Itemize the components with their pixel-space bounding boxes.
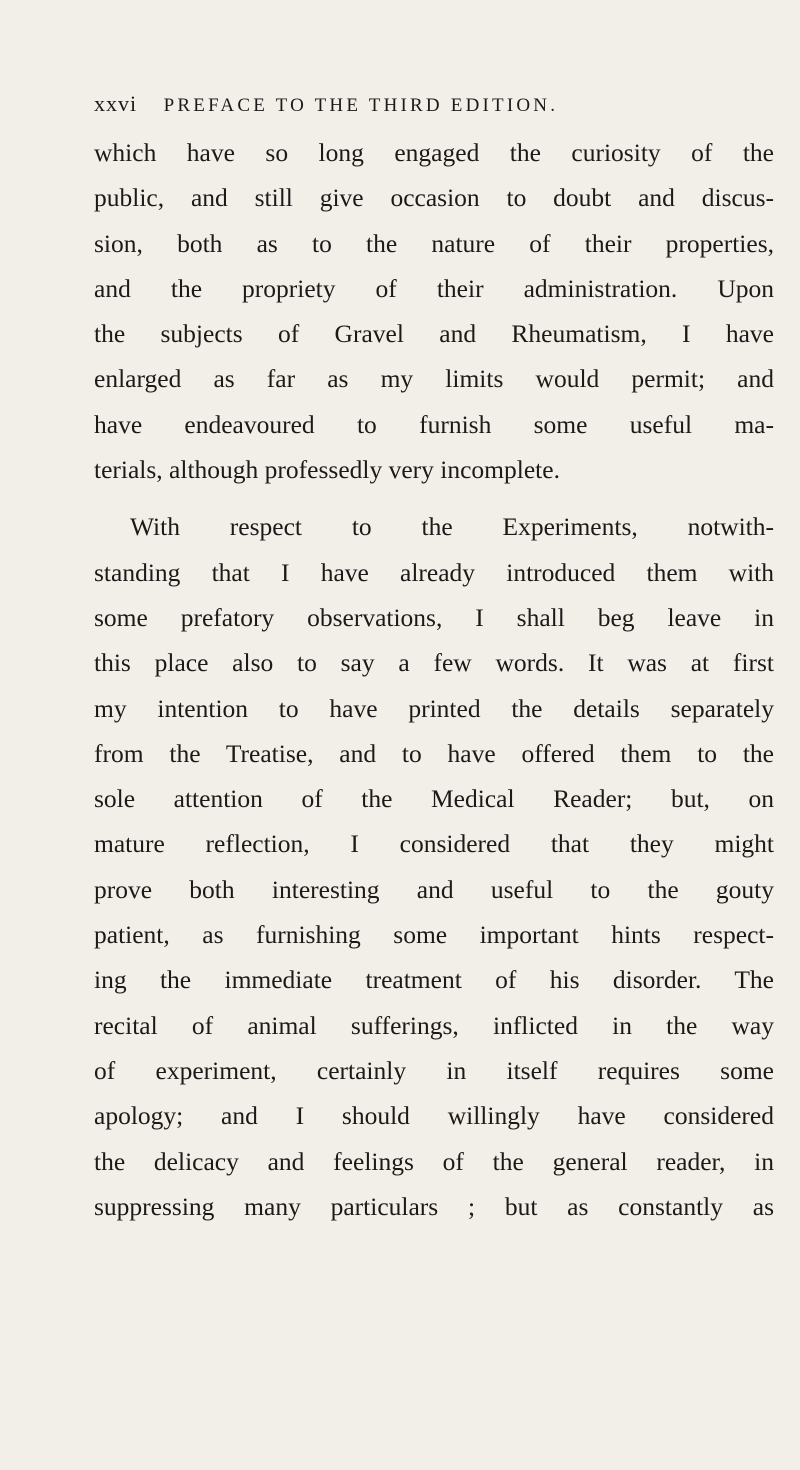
text-line: sion, both as to the nature of their properties, [94,228,774,258]
text-line: this place also to say a few words. It was at first [94,648,774,678]
text-line: sole attention of the Medical Reader; but, on [94,784,774,814]
text-line: suppressing many particulars ; but as constantly as [94,1191,774,1221]
text-line: have endeavoured to furnish some useful ma- [94,409,774,439]
text-line: some prefatory observations, I shall beg leave in [94,602,774,632]
text-line: mature reflection, I considered that they might [94,829,774,859]
text-line: ing the immediate treatment of his disorder. The [94,965,774,995]
running-head [94,88,754,120]
text-line: enlarged as far as my limits would permit; and [94,364,774,394]
text-line: With respect to the Experiments, notwith- [130,512,774,542]
text-line: my intention to have printed the details separately [94,693,774,723]
text-line: the subjects of Gravel and Rheumatism, I have [94,319,774,349]
text-line: prove both interesting and useful to the gouty [94,874,774,904]
text-line: terials, although professedly very incomplete. [94,455,560,485]
text-line: and the propriety of their administration. Upon [94,273,774,303]
text-line: from the Treatise, and to have offered them to the [94,738,774,768]
text-line: patient, as furnishing some important hints respect- [94,920,774,950]
paragraph-2 [94,504,774,1229]
text-line: apology; and I should willingly have considered [94,1101,774,1131]
paragraph-gap [94,492,774,504]
text-line: recital of animal sufferings, inflicted in the way [94,1010,774,1040]
body-text [94,130,774,1229]
page-number: xxvi [94,91,138,116]
text-line: the delicacy and feelings of the general reader, in [94,1146,774,1176]
text-line: which have so long engaged the curiosity of the [94,138,774,167]
paragraph-1 [94,130,774,492]
text-line: standing that I have already introduced them with [94,557,774,587]
running-head-title: PREFACE TO THE THIRD EDITION. [163,95,559,116]
text-line: of experiment, certainly in itself requires some [94,1055,774,1085]
text-line: public, and still give occasion to doubt and discus- [94,183,774,213]
